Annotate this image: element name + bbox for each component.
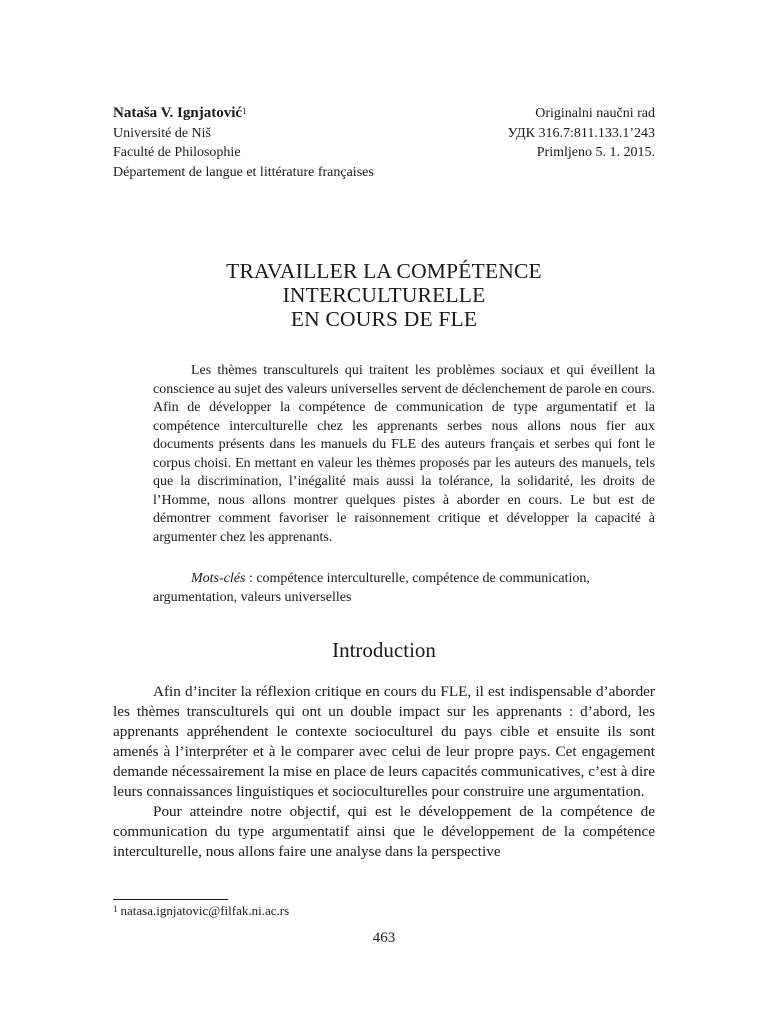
title-line-1: TRAVAILLER LA COMPÉTENCE xyxy=(226,259,542,283)
footnote-email: natasa.ignjatovic@filfak.ni.ac.rs xyxy=(120,903,290,918)
keywords-label: Mots-clés xyxy=(191,571,246,586)
author-name: Nataša V. Ignjatović$^1$ xyxy=(113,105,247,121)
author-footnote-marker: 1 xyxy=(242,106,247,116)
abstract xyxy=(153,362,655,547)
footnote-marker: 1 xyxy=(113,904,118,914)
received-date: Primljeno 5. 1. 2015. xyxy=(536,145,655,160)
article-type: Originalni naučni rad xyxy=(535,106,655,121)
page-number: 463 xyxy=(372,930,396,946)
affiliation-department: Département de langue et littérature françaises xyxy=(113,164,374,180)
affiliation-faculty: Faculté de Philosophie xyxy=(113,145,241,160)
article-title xyxy=(113,259,655,331)
section-heading: Introduction xyxy=(332,638,436,662)
author-block xyxy=(113,104,374,182)
article-meta xyxy=(508,104,655,163)
keywords xyxy=(153,570,655,607)
title-line-2: INTERCULTURELLE xyxy=(282,283,486,307)
footnote xyxy=(113,903,289,919)
section-body xyxy=(113,682,655,862)
udk-code: УДК 316.7:811.133.1’243 xyxy=(507,125,655,141)
affiliation-university: Université de Niš xyxy=(113,125,211,141)
footnote-divider xyxy=(113,899,228,900)
title-line-3: EN COURS DE FLE xyxy=(290,307,478,331)
abstract-text: Les thèmes transculturels qui traitent les problèmes sociaux et qui éveillent la conscience au sujet des valeurs universelles servent de déclenchement de parole en cours. Afin de développer la compétence de communication de type argumentatif et la compétence interculturelle chez les apprenants serbes nous allons nous fier aux documents présents dans les manuels du FLE des auteurs français et serbes qui font le corpus choisi. En mettant en valeur les thèmes proposés par les auteurs des manuels, tels que la discrimination, l’inégalité mais aussi la tolérance, la solidarité, les droits de l’Homme, nous allons montrer quelques pistes à aborder en cours. Le but est de démontrer comment favoriser le raisonnement critique et développer la capacité à argumenter chez les apprenants. xyxy=(153,363,655,545)
keywords-text: compétence interculturelle, compétence de communication, argumentation, valeurs universelles xyxy=(153,571,590,605)
keywords-separator: : xyxy=(245,571,257,586)
body-paragraph-1: Afin d’inciter la réflexion critique en cours du FLE, il est indispensable d’aborder les thèmes transculturels qui ont un double impact sur les apprenants : d’abord, les apprenants appréhendent le contexte socioculturel du pays cible et ensuite ils sont amenés à l’interpréter et à le comparer avec celui de leur propre pays. Cet engagement demande nécessairement la mise en place de leurs capacités communicatives, c’est à dire leurs connaissances linguistiques et socioculturelles pour construire une argumentation. xyxy=(113,683,655,800)
body-paragraph-2: Pour atteindre notre objectif, qui est le développement de la compétence de communication du type argumentatif ainsi que le développement de la compétence interculturelle, nous allons faire une analyse dans la perspective xyxy=(113,803,655,860)
